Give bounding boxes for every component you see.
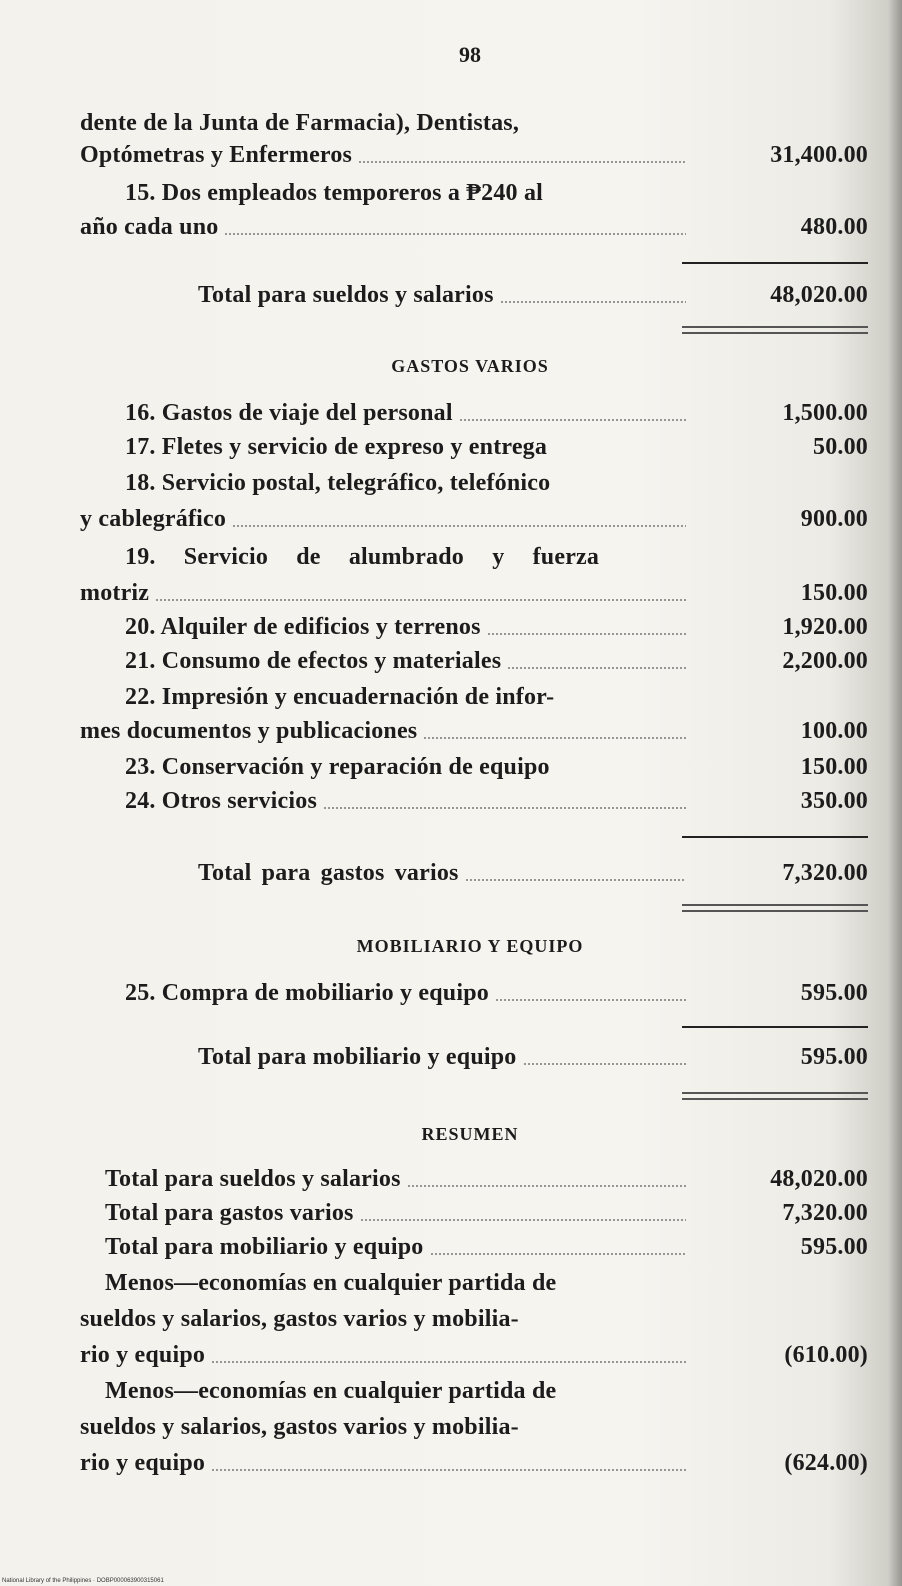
scan-footer: National Library of the Philippines · DOBP000063900315061	[2, 1578, 164, 1584]
ledger-line	[80, 980, 868, 1010]
ledger-line	[80, 110, 868, 140]
line-amount: 48,020.00	[770, 1166, 868, 1192]
line-text: 16. Gastos de viaje del personal	[125, 400, 453, 426]
leader-dots	[523, 1063, 687, 1065]
line-text: 25. Compra de mobiliario y equipo	[125, 980, 489, 1006]
ledger-line	[80, 1450, 868, 1480]
ledger-line	[80, 1200, 868, 1230]
section-heading: MOBILIARIO Y EQUIPO	[356, 936, 584, 956]
line-amount: 48,020.00	[770, 282, 868, 308]
line-amount: 480.00	[800, 214, 868, 240]
line-text: Optómetras y Enfermeros	[80, 142, 353, 168]
ledger-line	[80, 434, 868, 464]
line-text: 24. Otros servicios	[125, 788, 317, 814]
leader-dots	[155, 599, 686, 601]
line-text: 19. Servicio de alumbrado y fuerza	[125, 544, 600, 570]
total-double-rule	[682, 1092, 868, 1100]
line-text: 20. Alquiler de edificios y terrenos	[125, 614, 481, 640]
line-amount: 1,500.00	[782, 400, 868, 426]
line-text: Total para gastos varios	[105, 1200, 354, 1226]
line-text: Total para mobiliario y equipo	[105, 1234, 424, 1260]
line-text: mes documentos y publicaciones	[80, 718, 418, 744]
leader-dots	[500, 301, 686, 303]
ledger-line	[80, 214, 868, 244]
ledger-line	[80, 684, 868, 714]
ledger-line	[80, 142, 868, 172]
line-amount: 900.00	[800, 506, 868, 532]
line-text: 22. Impresión y encuadernación de infor-	[125, 684, 555, 710]
leader-dots	[430, 1253, 687, 1255]
line-text: Total para sueldos y salarios	[105, 1166, 401, 1192]
line-text: 17. Fletes y servicio de expreso y entrega	[125, 434, 548, 460]
leader-dots	[232, 525, 686, 527]
leader-dots	[459, 419, 686, 421]
line-text: Total para gastos varios	[198, 860, 459, 886]
ledger-line	[80, 614, 868, 644]
ledger-line	[80, 544, 868, 574]
subtotal-rule	[682, 836, 868, 838]
leader-dots	[224, 233, 686, 235]
subtotal-rule	[682, 1026, 868, 1028]
line-text: año cada uno	[80, 214, 219, 240]
line-amount: 150.00	[800, 754, 868, 780]
line-text: sueldos y salarios, gastos varios y mobilia-	[80, 1414, 519, 1440]
subtotal-rule	[682, 262, 868, 264]
total-line	[80, 282, 868, 312]
leader-dots	[323, 807, 686, 809]
leader-dots	[507, 667, 686, 669]
line-amount: 350.00	[800, 788, 868, 814]
ledger-line	[80, 1342, 868, 1372]
line-amount: 7,320.00	[782, 860, 868, 886]
ledger-line	[80, 1234, 868, 1264]
line-text: Menos—economías en cualquier partida de	[105, 1270, 557, 1296]
leader-dots	[465, 879, 686, 881]
leader-dots	[423, 737, 686, 739]
line-text: rio y equipo	[80, 1342, 206, 1368]
page-edge-shadow	[888, 0, 902, 1586]
line-amount: 1,920.00	[782, 614, 868, 640]
section-heading: RESUMEN	[421, 1124, 519, 1144]
line-amount: 595.00	[800, 980, 868, 1006]
line-amount: 31,400.00	[770, 142, 868, 168]
ledger-line	[80, 718, 868, 748]
line-text: motriz	[80, 580, 150, 606]
total-double-rule	[682, 904, 868, 912]
line-text: Total para mobiliario y equipo	[198, 1044, 517, 1070]
ledger-line	[80, 400, 868, 430]
line-amount: 100.00	[800, 718, 868, 744]
line-text: y cablegráfico	[80, 506, 227, 532]
total-double-rule	[682, 326, 868, 334]
leader-dots	[211, 1361, 686, 1363]
leader-dots	[211, 1469, 686, 1471]
leader-dots	[487, 633, 686, 635]
total-line	[80, 1044, 868, 1074]
line-text: Menos—economías en cualquier partida de	[105, 1378, 557, 1404]
line-amount: 7,320.00	[782, 1200, 868, 1226]
ledger-line	[80, 1414, 868, 1444]
line-text: 18. Servicio postal, telegráfico, telefónico	[125, 470, 551, 496]
page-number: 98	[459, 42, 481, 67]
line-amount: (610.00)	[784, 1342, 868, 1368]
line-text: 23. Conservación y reparación de equipo	[125, 754, 550, 780]
line-text: rio y equipo	[80, 1450, 206, 1476]
line-text: dente de la Junta de Farmacia), Dentistas,	[80, 110, 520, 136]
ledger-line	[80, 648, 868, 678]
ledger-line	[80, 1270, 868, 1300]
line-text: 21. Consumo de efectos y materiales	[125, 648, 502, 674]
leader-dots	[495, 999, 686, 1001]
leader-dots	[407, 1185, 686, 1187]
leader-dots	[360, 1219, 686, 1221]
ledger-line	[80, 506, 868, 536]
ledger-line	[80, 470, 868, 500]
ledger-line	[80, 1306, 868, 1336]
line-amount: 2,200.00	[782, 648, 868, 674]
line-amount: 595.00	[800, 1234, 868, 1260]
line-amount: 50.00	[813, 434, 868, 460]
line-amount: 595.00	[800, 1044, 868, 1070]
ledger-line	[80, 788, 868, 818]
ledger-line	[80, 1166, 868, 1196]
line-text: 15. Dos empleados temporeros a ₱240 al	[125, 180, 544, 206]
ledger-line	[80, 1378, 868, 1408]
section-heading: GASTOS VARIOS	[391, 356, 549, 376]
line-text: Total para sueldos y salarios	[198, 282, 494, 308]
ledger-line	[80, 580, 868, 610]
total-line	[80, 860, 868, 890]
line-text: sueldos y salarios, gastos varios y mobilia-	[80, 1306, 519, 1332]
line-amount: 150.00	[800, 580, 868, 606]
ledger-line	[80, 180, 868, 210]
ledger-line	[80, 754, 868, 784]
leader-dots	[358, 161, 686, 163]
line-amount: (624.00)	[784, 1450, 868, 1476]
